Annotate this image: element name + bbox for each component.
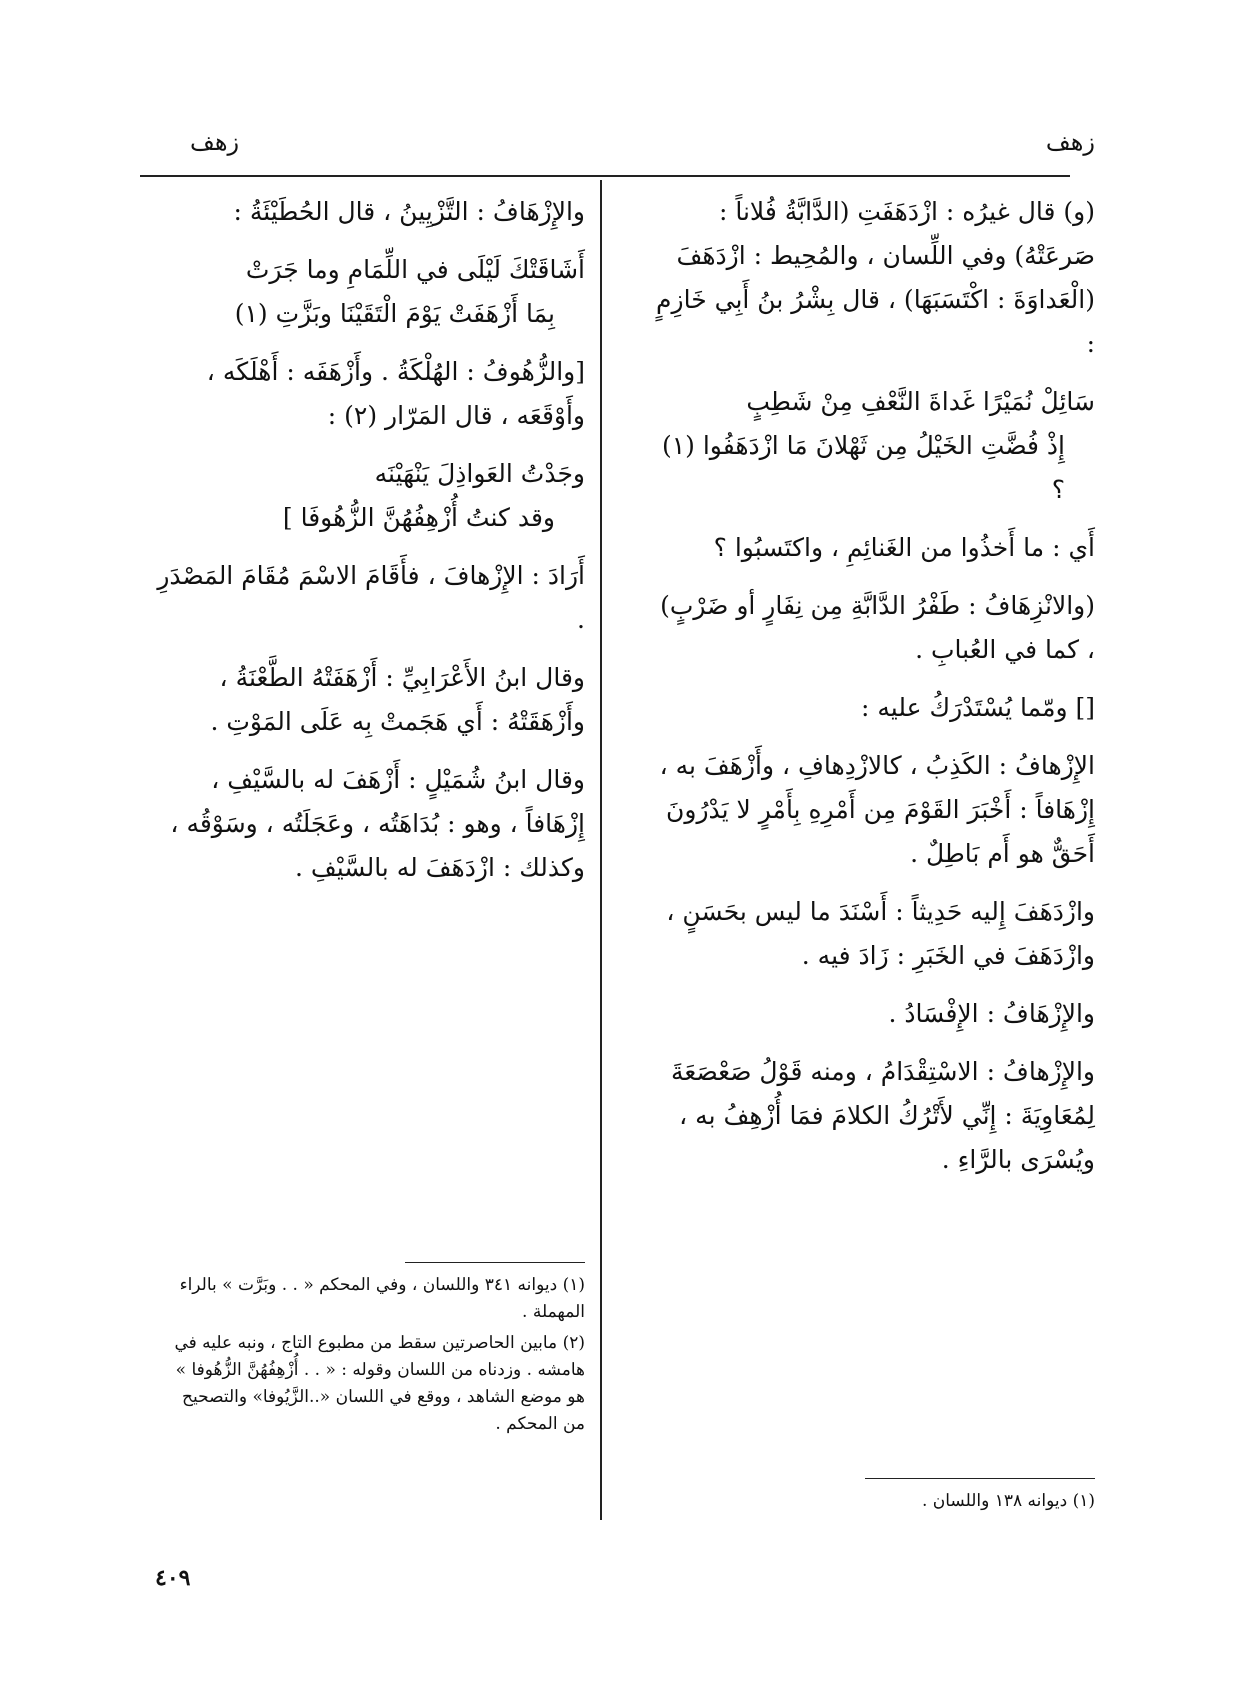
paragraph: والإِزْهافُ : الاسْتِقْدَامُ ، ومنه قَوْلُ صَعْصَعَةَ لِمُعَاوِيَةَ : إِنِّي لأَتْرُكُ الكلامَ فمَا أُزْهِفُ به ، ويُسْرَى بالرَّاءِ . — [671, 1057, 1095, 1174]
paragraph: أَرَادَ : الإِزْهافَ ، فأَقَامَ الاسْمَ مُقَامَ المَصْدَرِ . — [157, 561, 585, 634]
verse-line: بِمَا أَزْهَفَتْ يَوْمَ الْتَقَيْنَا وبَزَّتِ (١) — [234, 299, 555, 328]
page-number: ٤٠٩ — [155, 1565, 191, 1591]
paragraph: أَي : ما أَخذُوا من الغَنائِمِ ، واكتَسبُوا ؟ — [713, 533, 1095, 562]
right-footnotes — [655, 1488, 1095, 1519]
verse-line: إِذْ فُضَّتِ الخَيْلُ مِن ثَهْلانَ مَا ازْدَهَفُوا (١) ؟ — [661, 431, 1065, 504]
verse — [155, 248, 585, 336]
left-column — [155, 190, 585, 904]
paragraph: والإِزْهَافُ : التَّزْيِينُ ، قال الحُطَيْئَةُ : — [233, 197, 585, 226]
paragraph: [] ومّما يُسْتَدْرَكُ عليه : — [861, 693, 1095, 722]
paragraph: وقال ابنُ شُمَيْلٍ : أَزْهَفَ له بالسَّيْفِ ، إِزْهَافاً ، وهو : بُدَاهَتُه ، وعَجَلَتُه ، وسَوْقُه ، وكذلك : ازْدَهَفَ له بالسَّيْفِ . — [170, 765, 585, 882]
left-footnotes — [155, 1272, 585, 1442]
column-divider — [600, 180, 602, 1520]
header-rule — [140, 175, 1070, 177]
verse-line: وقد كنتُ أُزْهِفُهُنَّ الزُّهُوفَا ] — [282, 503, 555, 532]
verse-line: سَائِلْ نُمَيْرًا غَداةَ النَّعْفِ مِنْ شَطِبٍ — [746, 387, 1095, 416]
header-right-word: زهف — [1045, 128, 1095, 156]
paragraph: وقال ابنُ الأَعْرَابِيِّ : أَزْهَفَتْهُ الطَّعْنَةُ ، وأَزْهَقَتْهُ : أَي هَجَمتْ بِه عَلَى المَوْتِ . — [210, 663, 585, 736]
verse — [655, 380, 1095, 512]
verse-line: أَشَاقَتْكَ لَيْلَى في اللِّمَامِ وما جَرَتْ — [245, 255, 585, 284]
verse-line: وجَدْتُ العَواذِلَ يَنْهَيْنَه — [374, 459, 585, 488]
footnote: (١) ديوانه ٣٤١ واللسان ، وفي المحكم « . . وبَرَّت » بالراء المهملة . — [179, 1275, 585, 1322]
paragraph: (و) قال غيرُه : ازْدَهَفَتِ (الدَّابَّةُ فُلاناً : صَرعَتْهُ) وفي اللِّسان ، والمُحِيط : ازْدَهَفَ (الْعَداوَةَ : اكْتَسَبَهَا) ، قال بِشْرُ بنُ أَبِي خَازِمٍ : — [656, 197, 1095, 358]
paragraph: والإِزْهَافُ : الإِفْسَادُ . — [888, 999, 1095, 1028]
paragraph: الإِزْهافُ : الكَذِبُ ، كالازْدِهافِ ، وأَزْهَفَ به ، إِزْهَافاً : أَخْبَرَ القَوْمَ مِن أَمْرِهِ بِأَمْرٍ لا يَدْرُونَ أَحَقٌّ هو أَم بَاطِلٌ . — [659, 751, 1095, 868]
footnote: (١) ديوانه ١٣٨ واللسان . — [921, 1491, 1095, 1511]
right-column — [655, 190, 1095, 1196]
paragraph: وازْدَهَفَ إِليه حَدِيثاً : أَسْنَدَ ما ليس بحَسَنٍ ، وازْدَهَفَ في الخَبَرِ : زَادَ فيه . — [666, 897, 1095, 970]
header-left-word: زهف — [190, 128, 240, 156]
footnote: (٢) مابين الحاصرتين سقط من مطبوع التاج ، ونبه عليه في هامشه . وزدناه من اللسان وقوله : « . . أُزْهِفُهُنَّ الزُّهُوفا » هو موضع الشاهد ، ووقع في اللسان «..الزَّيُوفا» والتصحيح من المحكم . — [174, 1333, 585, 1434]
footnote-rule-right — [865, 1478, 1095, 1479]
paragraph: (والانْزِهَافُ : طَفْرُ الدَّابَّةِ مِن نِفَارٍ أو ضَرْبٍ) ، كما في العُبابِ . — [660, 591, 1095, 664]
footnote-rule-left — [405, 1262, 585, 1263]
verse — [155, 452, 585, 540]
paragraph: [والزُّهُوفُ : الهُلْكَةُ . وأَزْهَفَه : أَهْلَكَه ، وأَوْقَعَه ، قال المَرّار (٢) : — [206, 357, 585, 430]
